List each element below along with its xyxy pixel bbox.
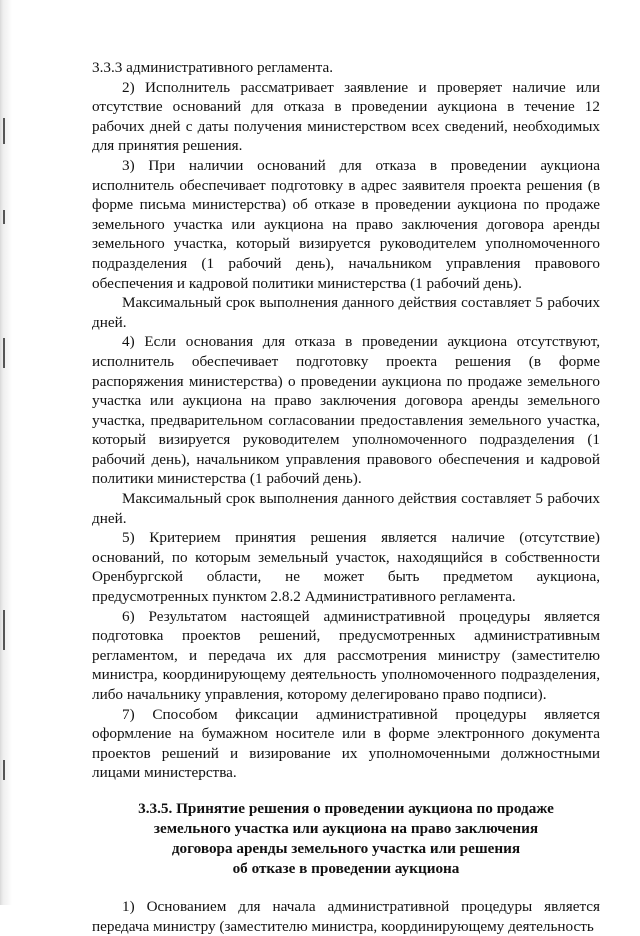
scan-mark [3,338,5,368]
scan-mark [3,118,5,144]
paragraph-item-7: 7) Способом фиксации административной процедуры является оформление на бумажном носителе или в форме электронного документа проектов решений и визирование их уполномоченными должностными лицами министерства. [92,705,600,782]
paragraph-item-3: 3) При наличии оснований для отказа в проведении аукциона исполнитель обеспечивает подготовку в адрес заявителя проекта решения (в форме письма министерства) об отказе в проведении аукциона по продаже земельного участка или аукциона на право заключения договора аренды земельного участка, который визируется руководителем уполномоченного подразделения (1 рабочий день), начальником управления правового обеспечения и кадровой политики министерства (1 рабочий день). [92,156,600,292]
paragraph-item-5: 5) Критерием принятия решения является наличие (отсутствие) оснований, по которым земельный участок, находящийся в собственности Оренбургской области, не может быть предметом аукциона, предусмотренных пунктом 2.8.2 Административного регламента. [92,529,600,606]
paragraph-item-4: 4) Если основания для отказа в проведении аукциона отсутствуют, исполнитель обеспечивает подготовку проекта решения (в форме распоряжения министерства) о проведении аукциона по продаже земельного участка или аукциона на право заключения договора аренды земельного участка, предварительном согласовании предоставления земельного участка, который визируется руководителем уполномоченного подразделения (1 рабочий день), начальником управления правового обеспечения и кадровой политики министерства (1 рабочий день). [92,333,600,488]
section-heading-line: 3.3.5. Принятие решения о проведении аукциона по продаже [138,799,554,817]
paragraph-deadline-2: Максимальный срок выполнения данного действия составляет 5 рабочих дней. [92,490,600,527]
scan-mark [3,210,5,224]
section-heading-line: договора аренды земельного участка или решения [171,839,521,857]
scan-mark [3,610,5,650]
section-heading [92,799,600,879]
scan-mark [3,760,5,780]
document-page [92,58,600,936]
section-heading-line: об отказе в проведении аукциона [232,859,460,877]
section-heading-line: земельного участка или аукциона на право заключения [153,819,539,837]
paragraph-item-6: 6) Результатом настоящей административной процедуры является подготовка проектов решений, предусмотренных административным регламентом, и передача их для рассмотрения министру (заместителю министра, координирующему деятельность уполномоченного подразделения, либо начальнику управления, которому делегировано право подписи). [92,607,600,703]
paragraph-continuation: 3.3.3 административного регламента. [92,59,333,76]
paragraph-deadline-1: Максимальный срок выполнения данного действия составляет 5 рабочих дней. [92,294,600,331]
paragraph-item-2: 2) Исполнитель рассматривает заявление и проверяет наличие или отсутствие оснований для отказа в проведении аукциона в течение 12 рабочих дней с даты получения министерством всех сведений, необходимых для принятия решения. [92,78,600,155]
paragraph-section-start: 1) Основанием для начала административной процедуры является передача министру (заместителю министра, координирующему деятельность [92,897,600,935]
